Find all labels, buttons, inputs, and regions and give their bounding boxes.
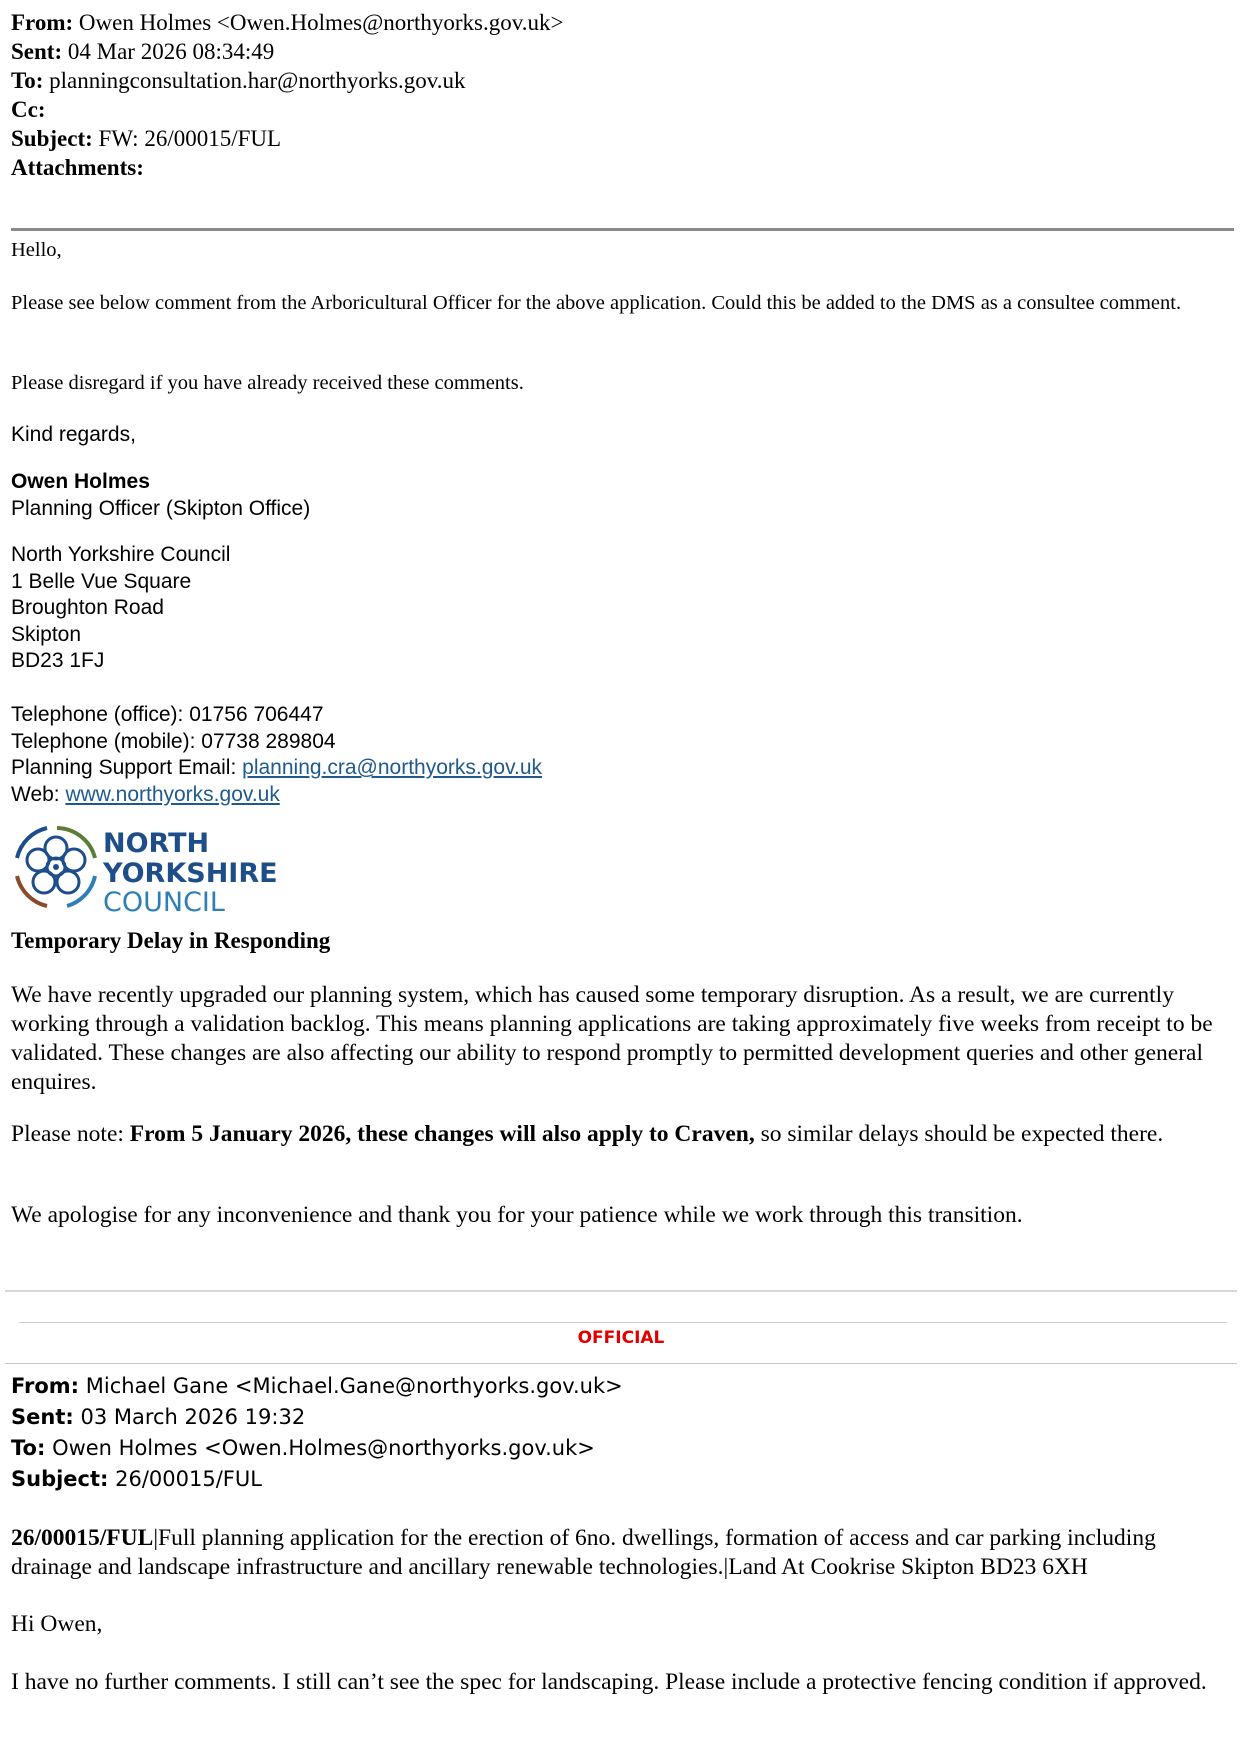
signature-block [11,469,1236,522]
notice-paragraph-3: We apologise for any inconvenience and thank you for your patience while we work through this transition. [11,1202,1023,1228]
email1-header [11,8,1236,182]
sent-row: Sent: 03 March 2026 19:32 [11,1405,306,1429]
telephone-mobile: Telephone (mobile): 07738 289804 [11,729,336,753]
address-line: Skipton [11,622,82,646]
logo-line-2: YORKSHIRE [103,858,278,889]
to-row: To: Owen Holmes <Owen.Holmes@northyorks.gov.uk> [11,1436,595,1460]
application-reference: 26/00015/FUL [11,1525,154,1551]
header-divider [11,228,1234,231]
official-label: OFFICIAL [577,1328,665,1348]
address-line: Broughton Road [11,596,164,619]
official-top-rule [19,1322,1227,1323]
from-row: From: Owen Holmes <Owen.Holmes@northyorks.gov.uk> [11,10,564,35]
to-value: Owen Holmes <Owen.Holmes@northyorks.gov.uk> [52,1436,595,1460]
from-value: Owen Holmes <Owen.Holmes@northyorks.gov.uk> [78,10,564,35]
notice-paragraph-2: Please note: From 5 January 2026, these changes will also apply to Craven, so similar delays should be expected there. [11,1121,1164,1147]
arboricultural-comment: I have no further comments. I still can’t see the spec for landscaping. Please include a protective fencing condition if approved. [11,1669,1207,1695]
support-email-row: Planning Support Email: planning.cra@northyorks.gov.uk [11,756,543,779]
cc-row: Cc: [11,97,46,122]
email2-greeting: Hi Owen, [11,1611,103,1637]
official-bottom-rule [5,1363,1237,1364]
body-paragraph-2: Please disregard if you have already received these comments. [11,372,524,394]
north-yorkshire-council-logo [11,822,281,917]
attachments-row: Attachments: [11,155,144,180]
web-link[interactable]: www.northyorks.gov.uk [65,782,280,806]
rose-emblem-icon [11,822,281,917]
notice-heading: Temporary Delay in Responding [11,928,331,953]
application-description: 26/00015/FUL|Full planning application for the erection of 6no. dwellings, formation of access and car parking including drainage and landscape infrastructure and ancillary renewable technologies.|Land At Cookrise Skipton BD23 6XH [11,1525,1156,1580]
subject-value: 26/00015/FUL [115,1467,262,1491]
greeting: Hello, [11,239,62,261]
from-row: From: Michael Gane <Michael.Gane@northyorks.gov.uk> [11,1374,623,1398]
contact-block [11,702,1236,808]
subject-row: Subject: FW: 26/00015/FUL [11,126,282,151]
notice-paragraph-1: We have recently upgraded our planning system, which has caused some temporary disruption. As a result, we are currently working through a validation backlog. This means planning applications are taking approximately five weeks from receipt to be validated. These changes are also affecting our ability to respond promptly to permitted development queries and other general enquires. [11,982,1213,1095]
from-value: Michael Gane <Michael.Gane@northyorks.gov.uk> [85,1374,623,1398]
body-paragraph-1: Please see below comment from the Arboricultural Officer for the above application. Could this be added to the DMS as a consultee comment. [11,292,1182,314]
sent-row: Sent: 04 Mar 2026 08:34:49 [11,39,275,64]
sent-value: 04 Mar 2026 08:34:49 [67,39,275,64]
address-line: 1 Belle Vue Square [11,569,192,593]
subject-value: FW: 26/00015/FUL [98,126,282,151]
subject-row: Subject: 26/00015/FUL [11,1467,262,1491]
logo-line-1: NORTH [103,828,210,859]
support-email-link[interactable]: planning.cra@northyorks.gov.uk [242,756,543,779]
sent-value: 03 March 2026 19:32 [80,1405,306,1429]
address-line: North Yorkshire Council [11,543,231,566]
to-value: planningconsultation.har@northyorks.gov.uk [49,68,466,93]
web-row: Web: www.northyorks.gov.uk [11,782,280,806]
telephone-office: Telephone (office): 01756 706447 [11,703,324,726]
signature-title: Planning Officer (Skipton Office) [11,496,311,520]
to-row: To: planningconsultation.har@northyorks.gov.uk [11,68,466,93]
section-divider [5,1290,1237,1292]
signature-name: Owen Holmes [11,470,150,493]
regards: Kind regards, [11,423,136,446]
address-block [11,542,1236,675]
address-line: BD23 1FJ [11,649,105,672]
logo-line-3: COUNCIL [103,887,225,917]
email2-header [11,1371,1236,1495]
